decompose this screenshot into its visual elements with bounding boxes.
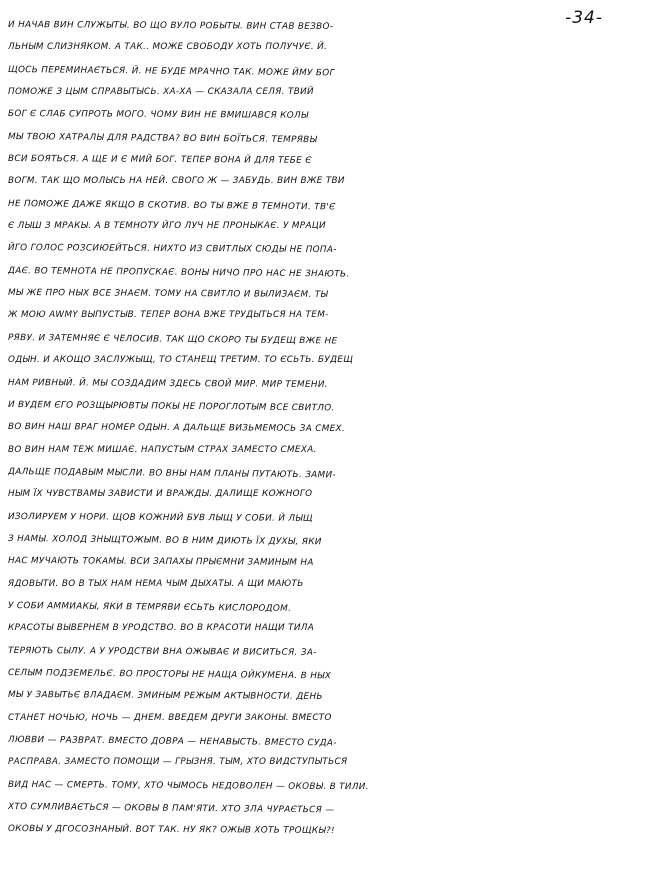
text-line: ВО ВИН НАМ ТЕЖ МИШАЄ. НАПУСТЫМ СТРАХ ЗАМЕСТО СМЕХА. bbox=[8, 444, 317, 455]
text-line: КРАСОТЫ ВЫВЕРНЕМ В УРОДСТВО. ВО В КРАСОТИ НАЩИ ТИЛА bbox=[8, 623, 315, 634]
text-line: МЫ У ЗАВЫТЬЄ ВЛАДАЄМ. ЗМИНЫМ РЕЖЫМ АКТЫВНОСТИ. ДЕНЬ bbox=[7, 690, 323, 703]
text-line: НЫМ ЇХ ЧУВСТВАМЫ ЗАВИСТИ И ВРАЖДЫ. ДАЛИЩЕ КОЖНОГО bbox=[8, 489, 313, 500]
text-line: ВИД НАС — СМЕРТЬ. ТОМУ, ХТО ЧЫМОСЬ НЕДОВОЛЕН — ОКОВЫ. В ТИЛИ. bbox=[7, 779, 369, 792]
text-line: БОГ Є СЛАБ СУПРОТЬ МОГО. ЧОМУ ВИН НЕ ВМИШАВСЯ КОЛЫ bbox=[7, 109, 309, 122]
text-line: ОКОВЫ У ДГОСОЗНАНЫЙ. ВОТ ТАК. НУ ЯК? ОЖЫВ ХОТЬ ТРОЩКЫ?! bbox=[7, 824, 335, 837]
text-line: ТЕРЯЮТЬ СЫЛУ. А У УРОДСТВИ ВНА ОЖЫВАЄ И ВИСИТЬСЯ. ЗА- bbox=[7, 645, 317, 658]
text-line: СЕЛЫМ ПОДЗЕМЕЛЬЄ. ВО ПРОСТОРЫ НЕ НАЩА ОЙКУМЕНА. В НЫХ bbox=[7, 667, 332, 682]
text-line: ПОМОЖЕ З ЦЫМ СПРАВЫТЫСЬ. ХА-ХА — СКАЗАЛА СЕЛЯ. ТВИЙ bbox=[8, 87, 314, 98]
text-line: ЙГО ГОЛОС РОЗСИЮЕЙТЬСЯ. НИХТО ИЗ СВИТЛЫХ СЮДЫ НЕ ПОПА- bbox=[7, 243, 337, 256]
text-line: ЛЮВВИ — РАЗВРАТ. ВМЕСТО ДОВРА — НЕНАВЫСТЬ. ВМЕСТО СУДА- bbox=[7, 735, 337, 749]
handwritten-text-block bbox=[8, 14, 638, 841]
text-line: ВСИ БОЯТЬСЯ. А ЩЕ И Є МИЙ БОГ. ТЕПЕР ВОНА Й ДЛЯ ТЕБЕ Є bbox=[7, 154, 312, 166]
text-line: ЩОСЬ ПЕРЕМИНАЄТЬСЯ. Й. НЕ БУДЕ МРАЧНО ТАК. МОЖЕ ЙМУ БОГ bbox=[7, 64, 335, 79]
text-line: ОДЫН. И АКОЩО ЗАСЛУЖЫЩ, ТО СТАНЕЩ ТРЕТИМ. ТО ЄСЬТЬ. БУДЕЩ bbox=[8, 355, 354, 366]
text-line: ЛЬНЫМ СЛИЗНЯКОМ. А ТАК.. МОЖЕ СВОБОДУ ХОТЬ ПОЛУЧУЄ. Й. bbox=[8, 42, 328, 53]
text-line: Є ЛЫШ З МРАКЫ. А В ТЕМНОТУ ЙГО ЛУЧ НЕ ПРОНЫКАЄ. У МРАЦИ bbox=[8, 221, 326, 232]
text-line: З НАМЫ. ХОЛОД ЗНЫЩТОЖЫМ. ВО В НИМ ДИЮТЬ ЇХ ДУХЫ, ЯКИ bbox=[7, 533, 322, 548]
text-line: И ВУДЕМ ЄГО РОЗЩЫРЮВТЫ ПОКЫ НЕ ПОРОГЛОТЫМ ВСЕ СВИТЛО. bbox=[7, 399, 335, 414]
text-line: МЫ ТВОЮ ХАТРАЛЫ ДЛЯ РАДСТВА? ВО ВИН БОЇТЬСЯ. ТЕМРЯВЫ bbox=[7, 131, 318, 145]
text-line: РЯВУ. И ЗАТЕМНЯЄ Є ЧЕЛОСИВ. ТАК ЩО СКОРО ТЫ БУДЕЩ ВЖЕ НЕ bbox=[7, 332, 338, 347]
text-line: НАМ РИВНЫЙ. Й. МЫ СОЗДАДИМ ЗДЕСЬ СВОЙ МИР. МИР ТЕМЕНИ. bbox=[7, 377, 328, 390]
text-line: ХТО СУМЛИВАЄТЬСЯ — ОКОВЫ В ПАМ'ЯТИ. ХТО ЗЛА ЧУРАЄТЬСЯ — bbox=[7, 802, 335, 816]
text-line: ВО ВИН НАШ ВРАГ НОМЕР ОДЫН. А ДАЛЬЩЕ ВИЗЬМЕМОСЬ ЗА СМЕХ. bbox=[7, 422, 346, 435]
text-line: ДАЛЬЩЕ ПОДАВЫМ МЫСЛИ. ВО ВНЫ НАМ ПЛАНЫ ПУТАЮТЬ. ЗАМИ- bbox=[7, 466, 337, 481]
text-line: ВОГМ. ТАК ЩО МОЛЫСЬ НА НЕЙ. СВОГО Ж — ЗАБУДЬ. ВИН ВЖЕ ТВИ bbox=[8, 176, 345, 187]
page-number: -34- bbox=[565, 8, 603, 28]
text-line: НЕ ПОМОЖЕ ДАЖЕ ЯКЩО В СКОТИВ. ВО ТЫ ВЖЕ В ТЕМНОТИ. ТВ'Є bbox=[7, 198, 336, 213]
text-line: РАСПРАВА. ЗАМЕСТО ПОМОЩИ — ГРЫЗНЯ. ТЫМ, ХТО ВИДСТУПЫТЬСЯ bbox=[8, 757, 348, 768]
text-line: МЫ ЖЕ ПРО НЫХ ВСЕ ЗНАЄМ. ТОМУ НА СВИТЛО И ВЫЛИЗАЄМ. ТЫ bbox=[7, 288, 329, 301]
text-line: ИЗОЛИРУЕМ У НОРИ. ЩОВ КОЖНИЙ БУВ ЛЫЩ У СОБИ. Й ЛЫЩ bbox=[7, 511, 313, 524]
text-line: ДАЄ. ВО ТЕМНОТА НЕ ПРОПУСКАЄ. ВОНЫ НИЧО ПРО НАС НЕ ЗНАЮТЬ. bbox=[7, 265, 350, 280]
text-line: У СОБИ АММИАКЫ, ЯКИ В ТЕМРЯВИ ЄСЬТЬ КИСЛОРОДОМ. bbox=[7, 600, 292, 614]
text-line: Ж МОЮ AWMY ВЫПУСТЫВ. ТЕПЕР ВОНА ВЖЕ ТРУДЫТЬСЯ НА ТЕМ- bbox=[8, 310, 329, 321]
text-line: И НАЧАВ ВИН СЛУЖЫТЫ. ВО ЩО ВУЛО РОБЫТЫ. ВИН СТАВ ВЕЗВО- bbox=[7, 20, 334, 32]
text-line: ЯДОВЫТИ. ВО В ТЫХ НАМ НЕМА ЧЫМ ДЫХАТЫ. А ЩИ МАЮТЬ bbox=[8, 578, 304, 589]
text-line: СТАНЕТ НОЧЬЮ, НОЧЬ — ДНЕМ. ВВЕДЕМ ДРУГИ ЗАКОНЫ. ВМЕСТО bbox=[8, 712, 332, 723]
text-line: НАС МУЧАЮТЬ ТОКАМЫ. ВСИ ЗАПАХЫ ПРЫЄМНИ ЗАМИНЫМ НА bbox=[7, 556, 314, 569]
